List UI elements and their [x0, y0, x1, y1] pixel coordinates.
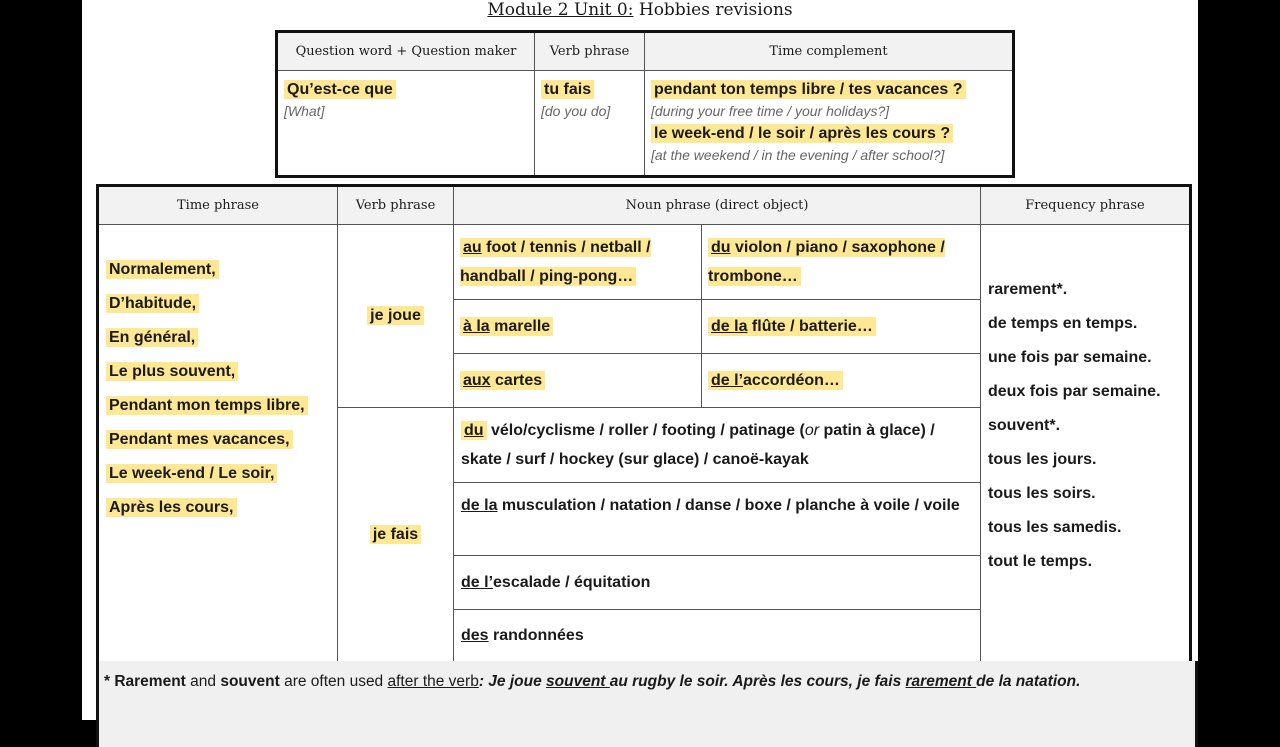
title-topic: Hobbies revisions — [633, 0, 793, 20]
time-phrase: Le week-end / Le soir, — [106, 464, 277, 483]
time-phrase: Pendant mes vacances, — [106, 430, 293, 449]
page-title — [82, 0, 1198, 20]
noun-phrase: du vélo/cyclisme / roller / footing / patinage (or patin à glace) / skate / surf / hockey (sur glace) / canoë-kayak — [454, 408, 981, 483]
noun-phrase: à la marelle — [460, 317, 553, 336]
time-translation-2: [at the weekend / in the evening / after school?] — [651, 147, 945, 163]
time-phrase: Normalement, — [106, 260, 219, 279]
frequency-phrase: tous les samedis. — [988, 519, 1122, 536]
time-translation-1: [during your free time / your holidays?] — [651, 103, 890, 119]
time-phrase: En général, — [106, 328, 198, 347]
noun-phrase: de l’escalade / équitation — [454, 556, 981, 610]
header-time-phrase: Time phrase — [98, 186, 338, 225]
noun-phrase: du violon / piano / saxophone / trombone… — [708, 239, 945, 285]
noun-phrase: de la musculation / natation / danse / boxe / planche à voile / voile — [454, 483, 981, 556]
header-verb: Verb phrase — [535, 32, 645, 71]
header-noun-phrase: Noun phrase (direct object) — [454, 186, 981, 225]
verb-translation: [do you do] — [541, 103, 611, 119]
time-phrase: Pendant mon temps libre, — [106, 396, 308, 415]
noun-phrase: de l’accordéon… — [708, 371, 843, 390]
question-table — [275, 30, 1015, 178]
noun-phrase: des randonnées — [454, 610, 981, 664]
noun-phrase: de la flûte / batterie… — [708, 317, 876, 336]
title-module: Module 2 Unit 0: — [487, 0, 634, 20]
time-phrase: Après les cours, — [106, 498, 237, 517]
header-time: Time complement — [645, 32, 1014, 71]
time-complement-1: pendant ton temps libre / tes vacances ? — [651, 80, 966, 99]
worksheet-page — [82, 0, 1198, 720]
question-translation: [What] — [284, 103, 325, 119]
frequency-list — [981, 225, 1191, 664]
frequency-phrase: tout le temps. — [988, 553, 1093, 570]
header-verb-phrase: Verb phrase — [338, 186, 454, 225]
frequency-phrase: deux fois par semaine. — [988, 383, 1161, 400]
footnote: * Rarement and souvent are often used after the verb: Je joue souvent au rugby le soir. Après les cours, je fais rarement de la natation. — [96, 661, 1198, 747]
time-complement-2: le week-end / le soir / après les cours ? — [651, 124, 953, 143]
sentence-builder-table — [96, 184, 1192, 665]
header-frequency: Frequency phrase — [981, 186, 1191, 225]
time-phrase: D’habitude, — [106, 294, 199, 313]
frequency-phrase: rarement*. — [988, 281, 1068, 298]
frequency-phrase: tous les jours. — [988, 451, 1097, 468]
frequency-phrase: tous les soirs. — [988, 485, 1096, 502]
frequency-phrase: de temps en temps. — [988, 315, 1138, 332]
frequency-phrase: une fois par semaine. — [988, 349, 1152, 366]
verb-je-fais: je fais — [370, 525, 421, 544]
verb-je-joue: je joue — [367, 306, 424, 325]
noun-phrase: aux cartes — [460, 371, 545, 390]
question-word: Qu’est-ce que — [284, 80, 396, 99]
verb: tu fais — [541, 80, 594, 99]
noun-phrase: au foot / tennis / netball / handball / ping-pong… — [460, 239, 651, 285]
header-question: Question word + Question maker — [277, 32, 535, 71]
time-phrase: Le plus souvent, — [106, 362, 238, 381]
frequency-phrase: souvent*. — [988, 417, 1061, 434]
time-phrase-list — [98, 225, 338, 664]
